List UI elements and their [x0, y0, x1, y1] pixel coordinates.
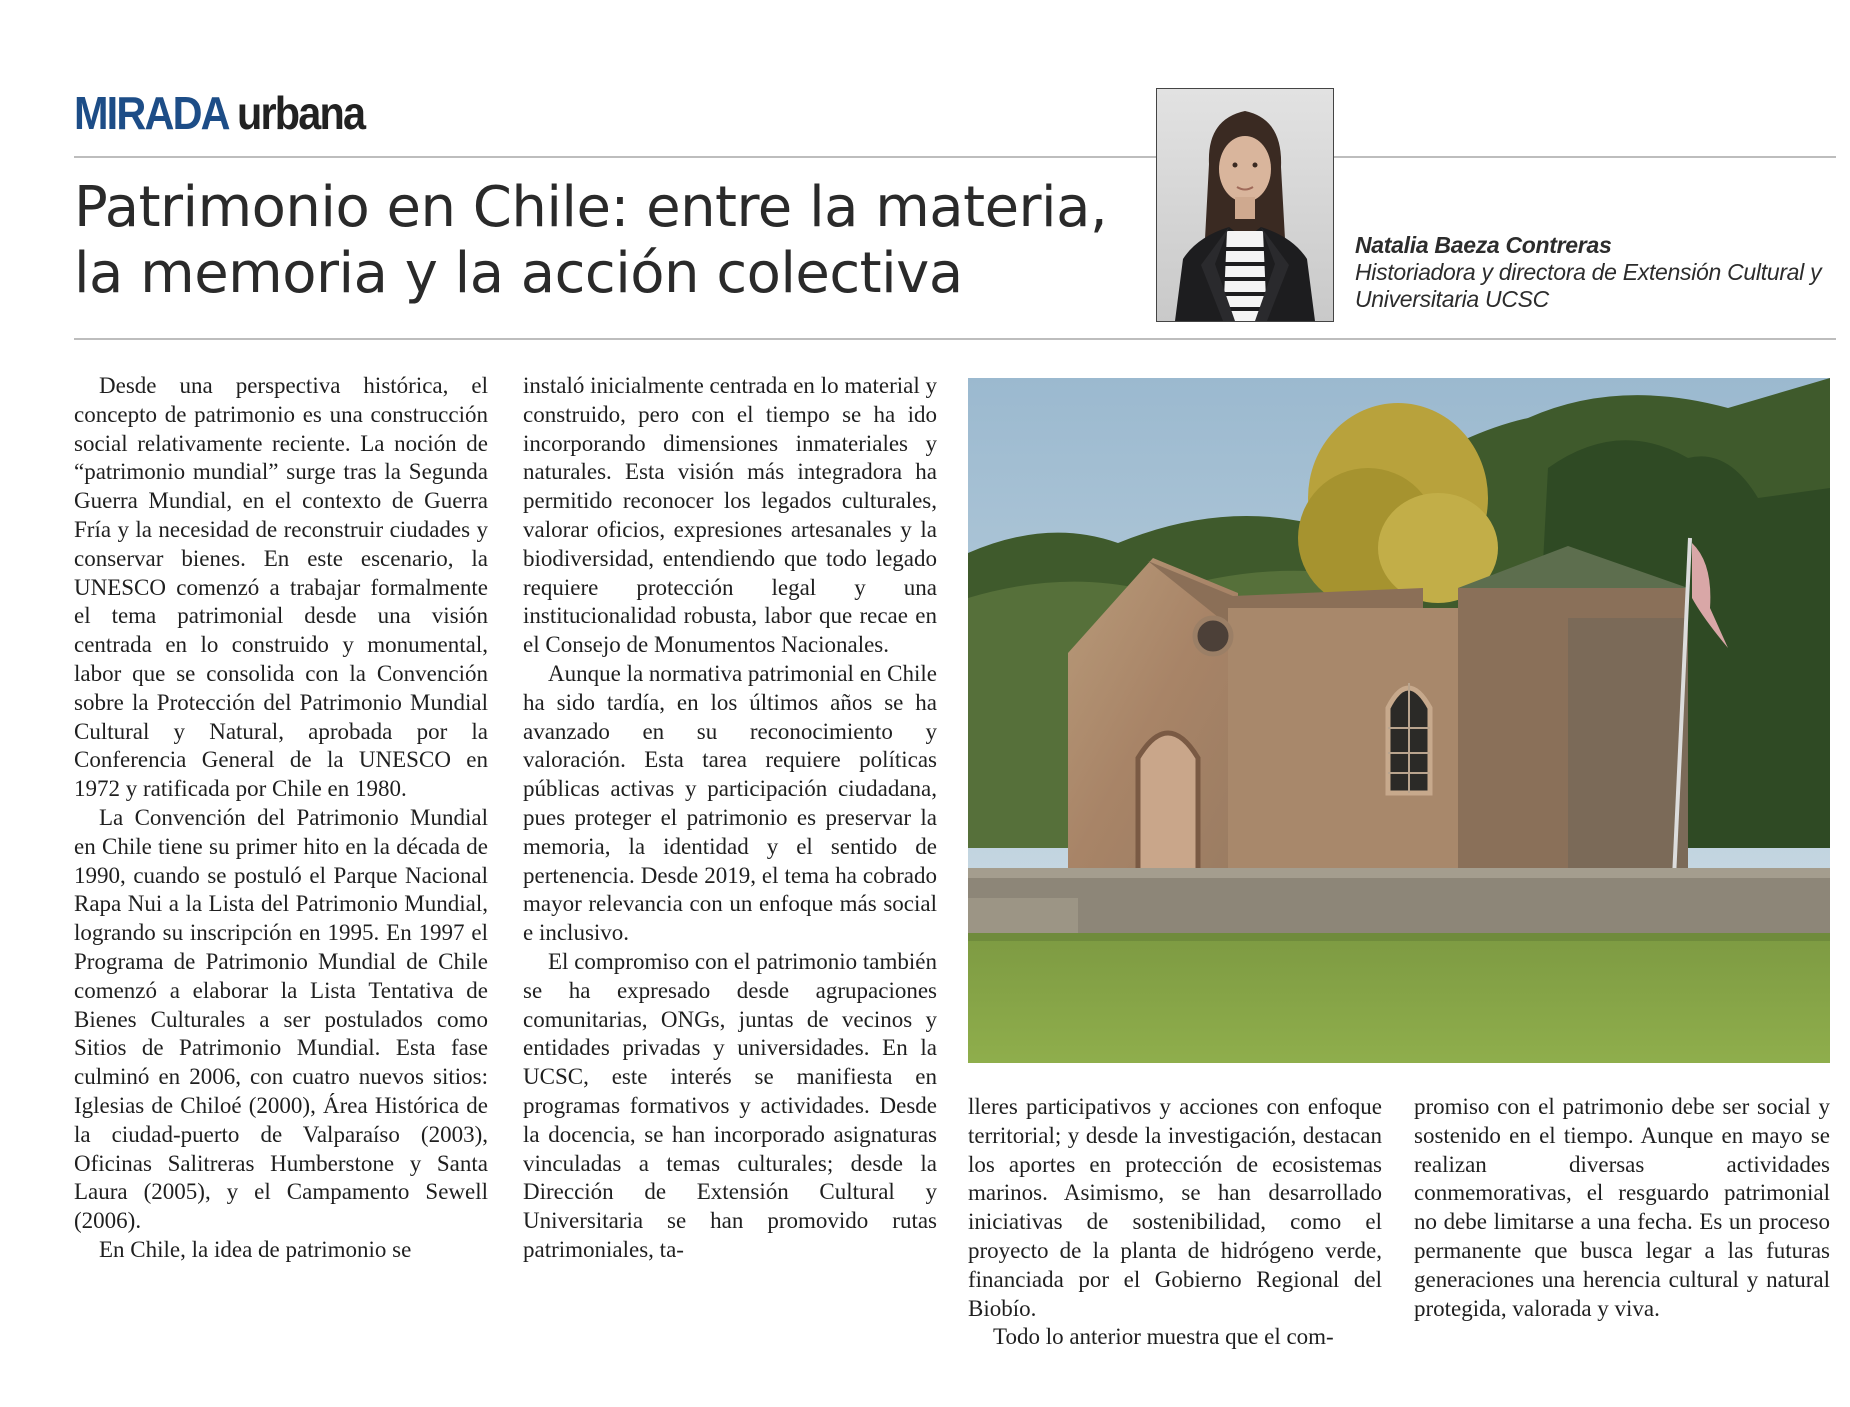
article-paragraph: instaló inicialmente centrada en lo material y construido, pero con el tiempo se ha ido incorporando dimensiones inmateriales y naturales. Esta visión más integradora ha permitido reconocer los legados culturales, valorar oficios, expresiones artesanales y la biodiversidad, entendiendo que todo legado requiere protección legal y una institucionalidad robusta, labor que recae en el Consejo de Monumentos Nacionales. — [523, 373, 937, 658]
section-title-highlight: MIRADA — [74, 87, 228, 139]
author-role: Historiadora y directora de Extensión Cultural y Universitaria UCSC — [1355, 259, 1822, 312]
section-title-label: urbana — [236, 87, 365, 139]
article-paragraph: En Chile, la idea de patrimonio se — [99, 1236, 412, 1262]
article-paragraph: Aunque la normativa patrimonial en Chile ha sido tardía, en los últimos años se ha avanzado en su reconocimiento y valoración. Esta tarea requiere políticas públicas activas y participación ciudadana, pues proteger el patrimonio es preservar la memoria, la identidad y el sentido de pertenencia. Desde 2019, el tema ha cobrado mayor relevancia con un enfoque más social e inclusivo. — [523, 660, 937, 946]
article-column-1 — [74, 372, 488, 1265]
article-column-4 — [1414, 1093, 1830, 1323]
article-paragraph: lleres participativos y acciones con enfoque territorial; y desde la investigación, destacan los aportes en protección de ecosistemas marinos. Asimismo, se han desarrollado iniciativas de sostenibilidad, como el proyecto de la planta de hidrógeno verde, financiada por el Gobierno Regional del Biobío. — [968, 1094, 1382, 1321]
article-paragraph: La Convención del Patrimonio Mundial en Chile tiene su primer hito en la década de 1990, cuando se postuló el Parque Nacional Rapa Nui a la Lista del Patrimonio Mundial, logrando su inscripción en 1995. En 1997 el Programa de Patrimonio Mundial de Chile comenzó a elaborar la Lista Tentativa de Bienes Culturales a ser postulados como Sitios de Patrimonio Mundial. Esta fase culminó en 2006, con cuatro nuevos sitios: Iglesias de Chiloé (2000), Área Histórica de la ciudad-puerto de Valparaíso (2003), Oficinas Salitreras Humberstone y Santa Laura (2005), y el Campamento Sewell (2006). — [74, 804, 488, 1234]
article-paragraph: promiso con el patrimonio debe ser social y sostenido en el tiempo. Aunque en mayo se realizan diversas actividades conmemorativas, el resguardo patrimonial no debe limitarse a una fecha. Es un proceso permanente que busca legar a las futuras generaciones una herencia cultural y natural protegida, valorada y viva. — [1414, 1094, 1830, 1321]
article-paragraph: El compromiso con el patrimonio también se ha expresado desde agrupaciones comunitarias, ONGs, juntas de vecinos y entidades privadas y universidades. En la UCSC, este interés se manifiesta en programas formativos y actividades. Desde la docencia, se han incorporado asignaturas vinculadas a temas culturales; desde la Dirección de Extensión Cultural y Universitaria se han promovido rutas patrimoniales, ta- — [523, 948, 938, 1262]
headline: Patrimonio en Chile: entre la materia, la memoria y la acción colectiva — [74, 175, 1108, 306]
section-title — [74, 87, 365, 139]
article-column-3 — [968, 1093, 1382, 1352]
article-paragraph: Desde una perspectiva histórica, el concepto de patrimonio es una construcción social relativamente reciente. La noción de “patrimonio mundial” surge tras la Segunda Guerra Mundial, en el contexto de Guerra Fría y la necesidad de reconstruir ciudades y conservar bienes. En este escenario, la UNESCO comenzó a trabajar formalmente el tema patrimonial desde una visión centrada en lo construido y monumental, labor que se consolida con la Convención sobre la Protección del Patrimonio Mundial Cultural y Natural, aprobada por la Conferencia General de la UNESCO en 1972 y ratificada por Chile en 1980. — [74, 373, 488, 802]
author-name: Natalia Baeza Contreras — [1355, 232, 1612, 258]
header-divider — [74, 338, 1836, 340]
article-column-2 — [523, 372, 937, 1265]
author-byline — [1355, 232, 1835, 313]
top-divider — [74, 156, 1836, 158]
heritage-building-photo — [968, 378, 1830, 1063]
article-paragraph: Todo lo anterior muestra que el com- — [993, 1324, 1334, 1350]
author-portrait — [1156, 88, 1334, 322]
